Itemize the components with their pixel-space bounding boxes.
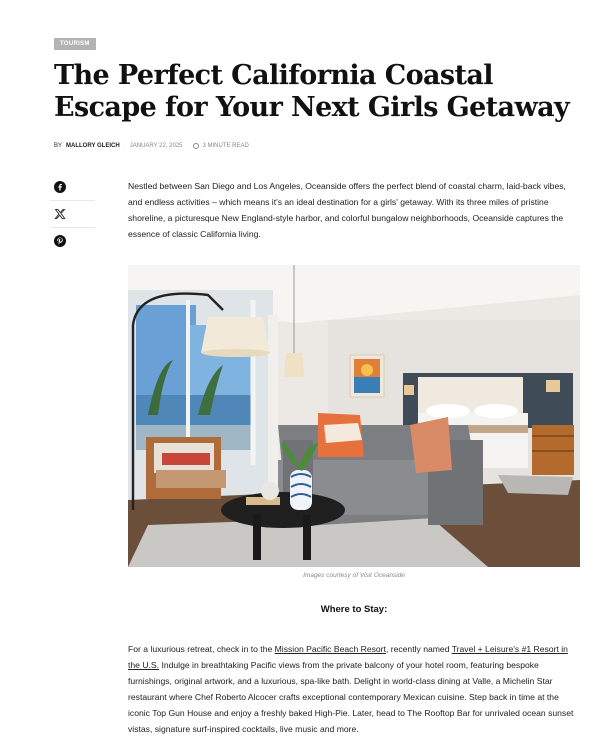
mission-pacific-link[interactable]: Mission Pacific Beach Resort <box>274 644 386 654</box>
para-text: , recently named <box>385 644 452 654</box>
hotel-room-photo <box>128 265 580 567</box>
travel-leisure-link[interactable]: Travel + Leisure's #1 Resort in the U.S. <box>128 644 568 670</box>
clock-icon <box>193 143 199 149</box>
para-text: Indulge in breathtaking Pacific views from the private balcony of your hotel room, featuring bespoke furnishings, original artwork, and a luxurious, spa-like bath. Delight in world-class dining at Valle, a Michelin Star restaurant where Chef Roberto Alcocer crafts exceptional contemporary Mexican cuisine. Step back in time at the iconic Top Gun House and enjoy a freshly baked High-Pie. Later, head to The Rooftop Bar for unrivaled ocean sunset vistas, signature surf-inspired cocktails, live music and more. <box>128 660 574 734</box>
para-text: For a luxurious retreat, check in to the <box>128 644 275 654</box>
share-x-button[interactable] <box>50 201 95 228</box>
intro-paragraph: Nestled between San Diego and Los Angeles, Oceanside offers the perfect blend of coastal charm, laid-back vibes, and endless activities – which means it's an ideal destination for a girls' getaway. With its three miles of pristine shoreline, a picturesque New England-style harbor, and colorful bungalow neighborhoods, Oceanside captures the essence of classic California living. <box>128 181 566 239</box>
article-title: The Perfect California Coastal Escape for Your Next Girls Getaway <box>54 60 570 123</box>
share-pinterest-button[interactable] <box>50 228 95 254</box>
facebook-icon <box>54 181 66 193</box>
share-bar <box>50 174 95 254</box>
separator: · <box>186 143 189 149</box>
share-facebook-button[interactable] <box>50 174 95 201</box>
image-caption: Images courtesy of Visit Oceanside <box>303 572 405 579</box>
byline <box>54 143 249 149</box>
author-link[interactable]: MALLORY GLEICH <box>66 143 120 149</box>
separator: · <box>123 143 126 149</box>
x-icon <box>54 208 66 220</box>
byline-by: BY <box>54 143 63 149</box>
read-time: 3 MINUTE READ <box>202 143 249 149</box>
pinterest-icon <box>54 235 66 247</box>
publish-date: JANUARY 22, 2025 <box>129 143 183 149</box>
section-heading: Where to Stay: <box>320 604 388 615</box>
where-to-stay-paragraph <box>128 641 580 737</box>
category-tag[interactable]: TOURISM <box>54 38 96 50</box>
